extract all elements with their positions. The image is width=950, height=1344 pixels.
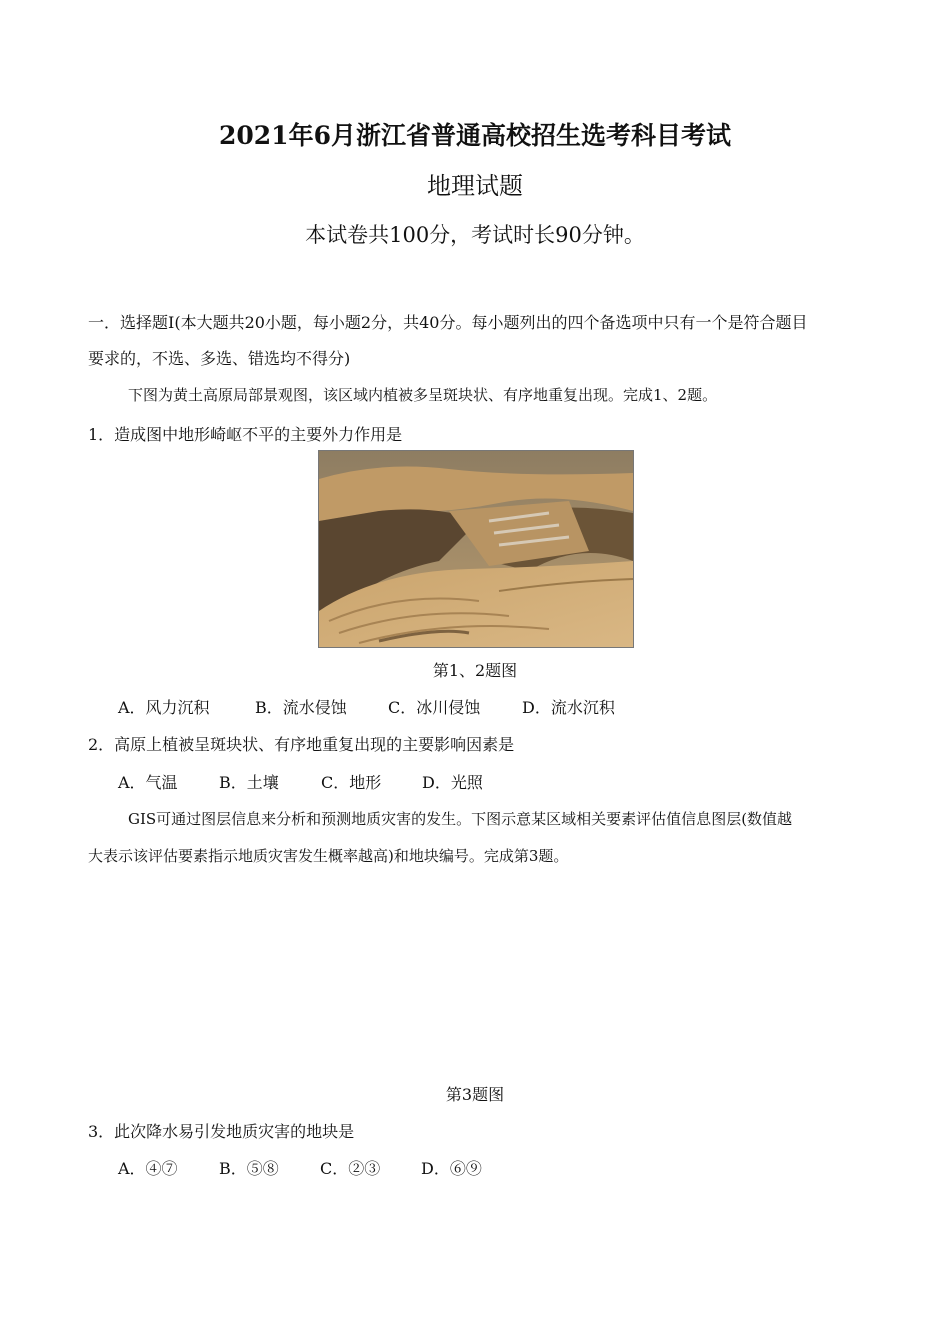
figure-caption-q3: 第3题图 (445, 1085, 505, 1104)
figure-caption-q1-q2: 第1、2题图 (432, 661, 518, 680)
passage-1: 下图为黄土高原局部景观图，该区域内植被多呈斑块状、有序地重复出现。完成1、2题。 (128, 386, 718, 404)
exam-subtitle: 地理试题 (427, 172, 523, 200)
question-3-options (118, 1156, 482, 1179)
q2-option-d[interactable]: D．光照 (422, 773, 483, 792)
q3-option-b[interactable]: B．⑤⑧ (219, 1159, 279, 1178)
question-2-stem: 2．高原上植被呈斑块状、有序地重复出现的主要影响因素是 (88, 735, 515, 754)
q3-option-d[interactable]: D．⑥⑨ (421, 1159, 482, 1178)
q1-option-c[interactable]: C．冰川侵蚀 (388, 698, 481, 717)
passage-2-line2: 大表示该评估要素指示地质灾害发生概率越高)和地块编号。完成第3题。 (88, 847, 569, 865)
exam-title: 2021年6月浙江省普通高校招生选考科目考试 (219, 121, 731, 150)
section-heading-line2: 要求的，不选、多选、错选均不得分) (88, 349, 351, 368)
question-3-stem: 3．此次降水易引发地质灾害的地块是 (88, 1122, 355, 1141)
q2-option-b[interactable]: B．土壤 (219, 773, 279, 792)
q3-option-a[interactable]: A．④⑦ (118, 1159, 178, 1178)
q3-option-c[interactable]: C．②③ (320, 1159, 381, 1178)
q1-option-d[interactable]: D．流水沉积 (522, 698, 615, 717)
exam-info: 本试卷共100分，考试时长90分钟。 (305, 223, 645, 247)
question-1-stem: 1．造成图中地形崎岖不平的主要外力作用是 (88, 425, 403, 444)
q1-option-b[interactable]: B．流水侵蚀 (255, 698, 347, 717)
section-heading-line1: 一．选择题Ⅰ(本大题共20小题，每小题2分，共40分。每小题列出的四个备选项中只有一个是符合题目 (88, 313, 808, 332)
question-1-options (118, 695, 615, 718)
q1-option-a[interactable]: A．风力沉积 (118, 698, 210, 717)
q2-option-a[interactable]: A．气温 (118, 773, 178, 792)
loess-plateau-photo (318, 450, 634, 648)
q2-option-c[interactable]: C．地形 (321, 773, 382, 792)
figure-q3-area (88, 880, 862, 1070)
question-2-options (118, 770, 483, 793)
passage-2-line1: GIS可通过图层信息来分析和预测地质灾害的发生。下图示意某区域相关要素评估值信息图层(数值越 (128, 810, 793, 828)
